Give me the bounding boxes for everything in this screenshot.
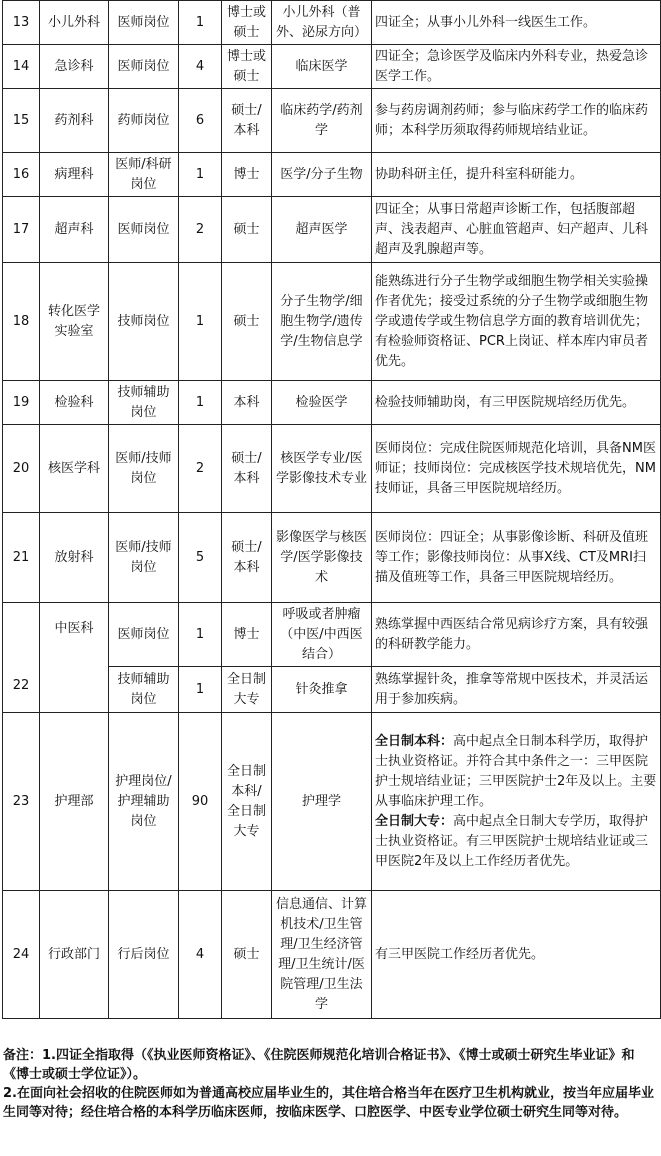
requirements: 能熟练进行分子生物学或细胞生物学相关实验操作者优先；接受过系统的分子生物学或细胞生物学或遗传学或生物信息学方面的教育培训优先；有检验师资格证、PCR上岗证、样本库内审员者优先。 [372,263,661,381]
major: 超声医学 [272,197,372,263]
row-number: 23 [3,713,40,891]
position: 医师/科研岗位 [109,153,179,197]
table-row [3,1,661,45]
requirements: 熟练掌握中西医结合常见病诊疗方案，具有较强的科研教学能力。 [372,603,661,667]
row-number: 17 [3,197,40,263]
education: 硕士 [222,891,272,1019]
major: 检验医学 [272,381,372,425]
department: 急诊科 [40,45,109,89]
row-number: 14 [3,45,40,89]
position: 医师/技师岗位 [109,513,179,603]
requirements: 熟练掌握针灸，推拿等常规中医技术，并灵活运用于参加疾病。 [372,667,661,713]
headcount: 6 [179,89,222,153]
position: 行后岗位 [109,891,179,1019]
row-number: 19 [3,381,40,425]
headcount: 1 [179,263,222,381]
table-row [3,45,661,89]
education: 本科 [222,381,272,425]
table-row [3,713,661,891]
table-row [3,381,661,425]
headcount: 2 [179,197,222,263]
row-number: 16 [3,153,40,197]
education: 硕士 [222,197,272,263]
row-number: 20 [3,425,40,513]
headcount: 1 [179,381,222,425]
education: 博士或硕士 [222,1,272,45]
requirements: 检验技师辅助岗，有三甲医院规培经历优先。 [372,381,661,425]
department: 病理科 [40,153,109,197]
department: 药剂科 [40,89,109,153]
major: 核医学专业/医学影像技术专业 [272,425,372,513]
requirement-label-college: 全日制大专： [375,813,454,829]
education: 硕士/本科 [222,89,272,153]
major: 呼吸或者肿瘤（中医/中西医结合） [272,603,372,667]
department: 中医科 [40,603,109,713]
position: 护理岗位/护理辅助岗位 [109,713,179,891]
position: 医师岗位 [109,45,179,89]
position: 技师岗位 [109,263,179,381]
row-number: 18 [3,263,40,381]
major: 针灸推拿 [272,667,372,713]
major: 分子生物学/细胞生物学/遗传学/生物信息学 [272,263,372,381]
row-number: 22 [3,603,40,713]
headcount: 1 [179,1,222,45]
headcount: 1 [179,667,222,713]
education: 硕士/本科 [222,425,272,513]
department: 护理部 [40,713,109,891]
department: 转化医学实验室 [40,263,109,381]
major: 医学/分子生物 [272,153,372,197]
requirements: 四证全；从事小儿外科一线医生工作。 [372,1,661,45]
major: 临床医学 [272,45,372,89]
headcount: 1 [179,603,222,667]
table-row [3,263,661,381]
department: 放射科 [40,513,109,603]
requirements: 四证全；从事日常超声诊断工作，包括腹部超声、浅表超声、心脏血管超声、妇产超声、儿科超声及乳腺超声等。 [372,197,661,263]
table-row [3,513,661,603]
requirements: 四证全；急诊医学及临床内外科专业，热爱急诊医学工作。 [372,45,661,89]
footnotes [3,1046,659,1122]
education: 全日制大专 [222,667,272,713]
headcount: 2 [179,425,222,513]
row-number: 13 [3,1,40,45]
requirements [372,713,661,891]
education: 硕士 [222,263,272,381]
major: 影像医学与核医学/医学影像技术 [272,513,372,603]
major: 临床药学/药剂学 [272,89,372,153]
footnote-1: 备注：1.四证全指取得（《执业医师资格证》、《住院医师规范化培训合格证书》、《博士或硕士研究生毕业证》和《博士或硕士学位证》）。 [3,1048,635,1082]
headcount: 90 [179,713,222,891]
table-row [3,891,661,1019]
requirement-label-bachelor: 全日制本科： [375,733,454,749]
requirements: 协助科研主任，提升科室科研能力。 [372,153,661,197]
row-number: 24 [3,891,40,1019]
requirement-text-college: 高中起点全日制大专学历，取得护士执业资格证。有三甲医院护士规培结业证或三甲医院2年及以上工作经历者优先。 [375,813,649,869]
headcount: 4 [179,45,222,89]
major: 信息通信、计算机技术/卫生管理/卫生经济管理/卫生统计/医院管理/卫生法学 [272,891,372,1019]
headcount: 5 [179,513,222,603]
requirements: 有三甲医院工作经历者优先。 [372,891,661,1019]
department: 超声科 [40,197,109,263]
education: 博士或硕士 [222,45,272,89]
position: 医师岗位 [109,603,179,667]
major: 小儿外科（普外、泌尿方向） [272,1,372,45]
headcount: 1 [179,153,222,197]
major: 护理学 [272,713,372,891]
table-row [3,89,661,153]
education: 博士 [222,603,272,667]
table-row [3,197,661,263]
position: 技师辅助岗位 [109,667,179,713]
position: 医师岗位 [109,1,179,45]
education: 全日制本科/全日制大专 [222,713,272,891]
recruitment-table [2,0,661,1019]
department: 行政部门 [40,891,109,1019]
table-row [3,603,661,667]
table-row [3,153,661,197]
requirement-text-bachelor: 高中起点全日制本科学历，取得护士执业资格证。并符合其中条件之一：三甲医院护士规培结业证；三甲医院护士2年及以上。主要从事临床护理工作。 [375,733,657,809]
position: 医师岗位 [109,197,179,263]
table-row [3,425,661,513]
position: 技师辅助岗位 [109,381,179,425]
requirements: 参与药房调剂药师；参与临床药学工作的临床药师；本科学历须取得药师规培结业证。 [372,89,661,153]
row-number: 15 [3,89,40,153]
footnote-2: 2.在面向社会招收的住院医师如为普通高校应届毕业生的，其住培合格当年在医疗卫生机构就业，按当年应届毕业生同等对待；经住培合格的本科学历临床医师，按临床医学、口腔医学、中医专业学位硕士研究生同等对待。 [3,1086,654,1120]
department: 小儿外科 [40,1,109,45]
education: 博士 [222,153,272,197]
row-number: 21 [3,513,40,603]
requirements: 医师岗位：完成住院医师规范化培训，具备NM医师证；技师岗位：完成核医学技术规培优先，NM技师证，具备三甲医院规培经历。 [372,425,661,513]
headcount: 4 [179,891,222,1019]
department: 检验科 [40,381,109,425]
education: 硕士/本科 [222,513,272,603]
department: 核医学科 [40,425,109,513]
position: 医师/技师岗位 [109,425,179,513]
position: 药师岗位 [109,89,179,153]
requirements: 医师岗位：四证全；从事影像诊断、科研及值班等工作；影像技师岗位：从事X线、CT及MRI扫描及值班等工作，具备三甲医院规培经历。 [372,513,661,603]
